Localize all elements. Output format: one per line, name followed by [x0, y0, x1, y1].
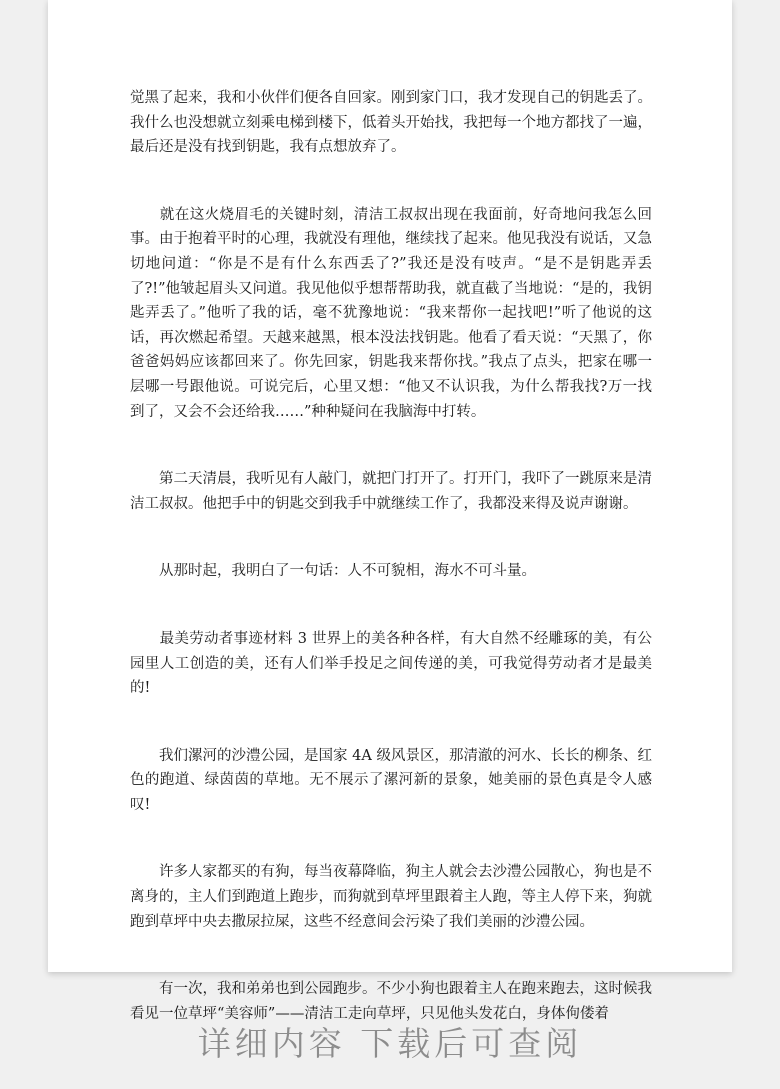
paragraph-2: 就在这火烧眉毛的关键时刻，清洁工叔叔出现在我面前，好奇地问我怎么回事。由于抱着平时的心理，我就没有理他，继续找了起来。他见我没有说话，又急切地问道：“你是不是有什么东西丢了?”我还是没有吱声。“是不是钥匙弄丢了?!”他皱起眉头又问道。我见他似乎想帮帮助我，就直截了当地说：“是的，我钥匙弄丢了。”他听了我的话，毫不犹豫地说：“我来帮你一起找吧!”听了他说的这话，再次燃起希望。天越来越黑，根本没法找钥匙。他看了看天说：“天黑了，你爸爸妈妈应该都回来了。你先回家，钥匙我来帮你找。”我点了点头，把家在哪一层哪一号跟他说。可说完后，心里又想：“他又不认识我，为什么帮我找?万一找到了，又会不会还给我……”种种疑问在我脑海中打转。	[130, 206, 652, 420]
download-hint-footer: 详细内容 下载后可查阅	[197, 1024, 583, 1063]
document-page	[48, 0, 732, 1022]
paragraph-6: 我们漯河的沙澧公园，是国家 4A 级风景区，那清澈的河水、长长的柳条、红色的跑道、绿茵茵的草地。无不展示了漯河新的景象，她美丽的景色真是令人感叹!	[130, 747, 652, 813]
paragraph-7: 许多人家都买的有狗，每当夜幕降临，狗主人就会去沙澧公园散心，狗也是不离身的，主人们到跑道上跑步，而狗就到草坪里跟着主人跑，等主人停下来，狗就跑到草坪中央去撒尿拉屎，这些不经意间会污染了我们美丽的沙澧公园。	[130, 864, 652, 930]
paragraph-8: 有一次，我和弟弟也到公园跑步。不少小狗也跟着主人在跑来跑去，这时候我看见一位草坪“美容师”——清洁工走向草坪，只见他头发花白，身体佝偻着	[130, 981, 652, 1022]
document-body	[130, 86, 652, 1069]
paragraph-5: 最美劳动者事迹材料 3 世界上的美各种各样，有大自然不经雕琢的美，有公园里人工创造的美，还有人们举手投足之间传递的美，可我觉得劳动者才是最美的!	[130, 630, 652, 697]
paragraph-4: 从那时起，我明白了一句话：人不可貌相，海水不可斗量。	[130, 563, 536, 580]
paragraph-3: 第二天清晨，我听见有人敲门，就把门打开了。打开门，我吓了一跳原来是清洁工叔叔。他把手中的钥匙交到我手中就继续工作了，我都没来得及说声谢谢。	[130, 471, 652, 512]
paragraph-1: 觉黑了起来，我和小伙伴们便各自回家。刚到家门口，我才发现自己的钥匙丢了。我什么也没想就立刻乘电梯到楼下，低着头开始找，我把每一个地方都找了一遍，最后还是没有找到钥匙，我有点想放弃了。	[130, 90, 652, 156]
